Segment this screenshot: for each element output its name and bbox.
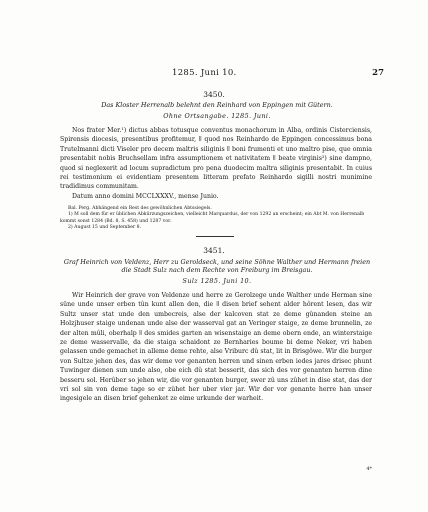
entry-3450-notes [60,206,372,231]
entry-3450-paragraph: Nos frater Mer.¹) dictus abbas totusque conventus monachorum in Alba, ordinis Cisterciensis, Spirensis diocesis, presentibus profitemur, ǁ quod nos Reinhardo de Eppingen concessimus bona Trutelmanni dicti Viseler pro decem maltris siliginis ǁ boni frumenti et uno maltro pise, que omnia presentabit nobis Bruchsellam infra assumptionem et nativitatem ǁ beate virginis²) sine dampno, quod si neglexerit ad locum supradictum pro pena duodecim maltra siliginis presentabit. In cuius rei testimonium ei evidentiam presentem litteram prefato Reinhardo sigilli nostri munimine tradidimus communitam. [60,127,372,191]
running-title: 1285. Juni 10. [172,68,237,78]
page-number: 27 [372,68,384,78]
entry-3451-paragraph: Wir Heinrich der grave von Veldenze und herre ze Gerolzege unde Walther unde Herman sine süne unde unser erben tûn kunt allen den, die ǁ disen brief sehent alder hôrent lesen, das wir Sultz unser stat unde den umbecreis, alse der kalcoven stat ze deme gûnanden steine an Holzjhuser staige undenan unde alse der wasserval gat an Veringer staige, ze deme brunnelin, ze der alten mûli, oberhalp ǁ des smides garten an wisenstaige an deme obern ende, an winterstaige ze deme wasservalle, da die staiga schaidont ze Bernharies boume bi deme Neker, vri haben gelassen unde gemachet in alleme deme rehte, alse Vriburc dû stat, lit in Brisgôwe. Wir die burger von Sultze jehen des, das wir deme vor genanten herren und sinen erben iedes jares drisec phunt Tuwinger dienen sun unde also, obe eich dû stat besserit, das sich des vor genanten herren dine besseru sol. Herûber so jehen wir, die vor genanten burger, swer zû uns zûhet in dise stat, das der vri sol sin von deme tage so er zûhet her uber vier jar. Wir der vor genante herre han unser ingesigele an disen brief gehenket ze eime urkunde der warheit. [60,292,372,403]
note-seal: Bal. Perg. Abhängend ein Rest des gewöhnlichen Abtssiegels. [68,206,212,211]
entry-3451-body [60,291,372,404]
entry-3450-title: Das Kloster Herrenalb belehnt den Reinhard von Eppingen mit Gütern. [101,101,333,109]
signature-mark: 4* [366,466,372,472]
entry-3450-date-line: Ohne Ortsangabe. 1285. Juni. [163,112,271,120]
entry-3450-dating: Datum anno domini MCCLXXXV., mense Junio. [72,192,219,200]
footnote-2: 2) August 15 und September 8. [68,224,142,230]
separator-rule [196,236,234,237]
entry-number-3450: 3450. [203,90,225,99]
page-header [48,68,384,80]
footnote-1: 1) M soll dem für er üblichen Abkürzungszeichen, vielleicht Marquardus, der von 1292 an erscheint; ein Abt M. von Herrenalb kommt sonst 1284 (Bd. 8, S. 458) und 1287 vor. [60,212,365,224]
entry-3451-title: Graf Heinrich von Veldenz, Herr zu Geroldseck, und seine Söhne Walther und Hermann freien die Stadt Sulz nach dem Rechte von Freiburg im Breisgau. [63,258,371,275]
entry-3450-body [60,126,372,201]
entry-number-3451: 3451. [203,246,225,255]
entry-3451-date-line: Sulz 1285. Juni 10. [182,277,252,285]
